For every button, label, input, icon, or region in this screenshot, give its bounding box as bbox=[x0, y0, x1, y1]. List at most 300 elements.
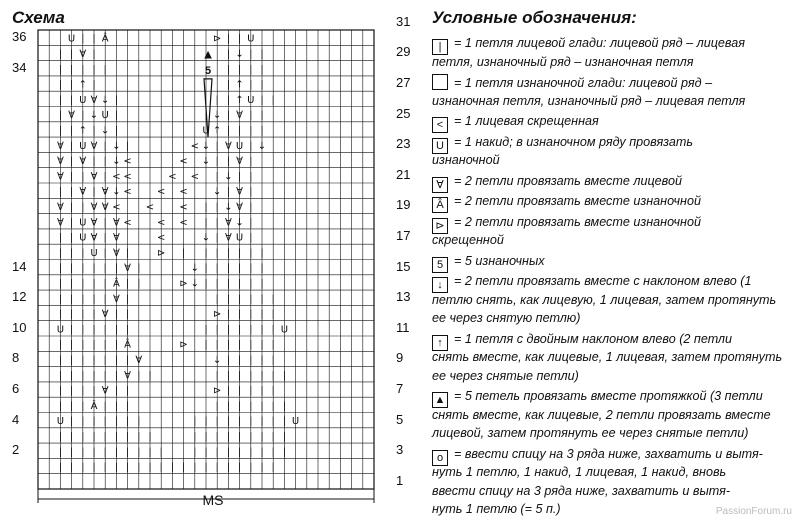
stitch-symbol: | bbox=[81, 416, 85, 428]
stitch-symbol: | bbox=[249, 232, 253, 244]
stitch-symbol: ∀ bbox=[90, 140, 98, 152]
stitch-symbol: | bbox=[260, 263, 264, 275]
stitch-symbol: | bbox=[81, 446, 85, 458]
stitch-symbol: ∀ bbox=[236, 110, 244, 122]
row-number-left: 34 bbox=[12, 59, 27, 75]
stitch-symbol: | bbox=[260, 125, 264, 137]
row-number-right: 1 bbox=[396, 472, 404, 488]
stitch-symbol: | bbox=[92, 79, 96, 91]
row-number-right: 19 bbox=[396, 197, 411, 213]
stitch-symbol: | bbox=[58, 64, 63, 76]
stitch-symbol: | bbox=[81, 309, 85, 321]
stitch-symbol: | bbox=[237, 446, 242, 458]
legend-line: ее через снятые петли) bbox=[432, 368, 579, 383]
stitch-symbol: | bbox=[103, 217, 107, 229]
stitch-symbol: | bbox=[226, 431, 231, 443]
stitch-symbol: < bbox=[190, 171, 199, 183]
stitch-symbol: | bbox=[137, 370, 141, 382]
row-number-right: 27 bbox=[396, 74, 411, 90]
legend-symbol-icon: | bbox=[432, 39, 448, 55]
stitch-symbol: | bbox=[58, 232, 63, 244]
stitch-symbol: ∀ bbox=[224, 140, 232, 152]
stitch-symbol: ⊳ bbox=[157, 247, 166, 259]
stitch-symbol: ∀ bbox=[236, 186, 244, 198]
stitch-symbol: | bbox=[215, 370, 219, 382]
stitch-symbol: | bbox=[271, 446, 275, 458]
stitch-symbol: | bbox=[103, 156, 107, 168]
stitch-symbol: | bbox=[92, 293, 96, 305]
stitch-symbol: < bbox=[157, 186, 166, 198]
stitch-symbol: | bbox=[249, 431, 253, 443]
legend-symbol-icon: o bbox=[432, 450, 448, 466]
stitch-symbol: | bbox=[69, 462, 74, 474]
stitch-symbol: | bbox=[148, 446, 152, 458]
stitch-symbol: ∀ bbox=[112, 247, 120, 259]
stitch-symbol: | bbox=[260, 110, 264, 122]
stitch-symbol: | bbox=[103, 293, 107, 305]
stitch-symbol: < bbox=[190, 140, 199, 152]
legend-line: < = 1 лицевая скрещенная bbox=[432, 113, 599, 133]
stitch-symbol: | bbox=[125, 293, 130, 305]
stitch-symbol: | bbox=[282, 370, 287, 382]
stitch-symbol: ∀ bbox=[224, 232, 232, 244]
stitch-symbol: < bbox=[112, 201, 121, 213]
stitch-symbol: | bbox=[58, 48, 63, 60]
legend-line: петлю снять, как лицевую, 1 лицевая, затем протянуть bbox=[432, 292, 777, 307]
stitch-symbol: | bbox=[58, 400, 63, 412]
stitch-symbol: | bbox=[103, 247, 107, 259]
stitch-symbol: ↓ bbox=[235, 217, 244, 229]
stitch-symbol: | bbox=[226, 33, 231, 45]
legend-symbol-icon: ▲ bbox=[432, 392, 448, 408]
stitch-symbol: | bbox=[204, 201, 208, 213]
stitch-symbol: | bbox=[81, 247, 85, 259]
stitch-symbol: ↓ bbox=[257, 140, 267, 152]
stitch-symbol: ⊳ bbox=[179, 278, 188, 290]
stitch-symbol: < bbox=[123, 217, 132, 229]
stitch-symbol: | bbox=[159, 446, 163, 458]
stitch-symbol: U bbox=[90, 247, 98, 259]
stitch-symbol: | bbox=[137, 431, 141, 443]
stitch-symbol: | bbox=[226, 339, 231, 351]
stitch-symbol: | bbox=[204, 247, 208, 259]
stitch-symbol: | bbox=[69, 201, 74, 213]
stitch-symbol: | bbox=[81, 462, 85, 474]
row-number-right: 21 bbox=[396, 166, 411, 182]
stitch-symbol: | bbox=[226, 462, 231, 474]
stitch-symbol: | bbox=[237, 278, 242, 290]
stitch-symbol: | bbox=[271, 431, 275, 443]
legend-line: o = ввести спицу на 3 ряда ниже, захватить и вытя- bbox=[432, 446, 763, 466]
stitch-symbol: | bbox=[260, 462, 264, 474]
stitch-symbol: | bbox=[282, 446, 287, 458]
stitch-symbol: | bbox=[249, 186, 253, 198]
ms-label: MS bbox=[202, 492, 224, 508]
legend-line: ∀ = 2 петли провязать вместе лицевой bbox=[432, 173, 682, 193]
legend-line: петля, изнаночный ряд – изнаночная петля bbox=[432, 54, 694, 69]
stitch-symbol: | bbox=[69, 431, 74, 443]
stitch-symbol: ↑ bbox=[213, 125, 222, 137]
stitch-symbol: | bbox=[114, 339, 119, 351]
stitch-symbol: | bbox=[271, 324, 275, 336]
stitch-symbol: | bbox=[81, 324, 85, 336]
stitch-symbol: | bbox=[92, 385, 96, 397]
stitch-symbol: | bbox=[114, 263, 119, 275]
row-number-right: 31 bbox=[396, 13, 411, 29]
stitch-symbol: | bbox=[260, 324, 264, 336]
stitch-symbol: | bbox=[81, 64, 85, 76]
stitch-symbol: | bbox=[58, 339, 63, 351]
stitch-symbol: | bbox=[81, 278, 85, 290]
stitch-symbol: ⊳ bbox=[179, 339, 188, 351]
stitch-symbol: | bbox=[148, 370, 152, 382]
stitch-symbol: ∀ bbox=[90, 171, 98, 183]
stitch-symbol: | bbox=[125, 400, 130, 412]
stitch-symbol: ⊳ bbox=[213, 33, 222, 45]
stitch-symbol: | bbox=[237, 324, 242, 336]
stitch-symbol: U bbox=[280, 324, 289, 336]
stitch-symbol: | bbox=[193, 416, 197, 428]
stitch-symbol: | bbox=[81, 293, 85, 305]
stitch-symbol: | bbox=[271, 94, 275, 106]
legend-symbol-icon: < bbox=[432, 117, 448, 133]
stitch-symbol: | bbox=[125, 385, 130, 397]
legend-line: ⊳ = 2 петли провязать вместе изнаночной bbox=[432, 214, 701, 234]
stitch-symbol: | bbox=[249, 462, 253, 474]
stitch-symbol: | bbox=[204, 339, 208, 351]
stitch-symbol: | bbox=[249, 201, 253, 213]
stitch-symbol: | bbox=[249, 247, 253, 259]
stitch-symbol: | bbox=[226, 354, 231, 366]
stitch-symbol: | bbox=[193, 446, 197, 458]
stitch-symbol: | bbox=[125, 324, 130, 336]
stitch-symbol: | bbox=[271, 416, 275, 428]
stitch-symbol: | bbox=[81, 110, 85, 122]
stitch-symbol: | bbox=[125, 354, 130, 366]
stitch-symbol: | bbox=[137, 278, 141, 290]
stitch-symbol: ↓ bbox=[224, 201, 233, 213]
stitch-symbol: ∀ bbox=[68, 110, 76, 122]
stitch-symbol: | bbox=[103, 232, 107, 244]
stitch-symbol: ∀ bbox=[224, 217, 232, 229]
stitch-symbol: ⊳ bbox=[213, 309, 222, 321]
stitch-symbol: ∀ bbox=[124, 263, 132, 275]
stitch-symbol: | bbox=[215, 278, 219, 290]
stitch-symbol: | bbox=[92, 278, 96, 290]
stitch-symbol: | bbox=[114, 94, 119, 106]
stitch-symbol: | bbox=[125, 431, 130, 443]
stitch-symbol: | bbox=[103, 324, 107, 336]
stitch-symbol: | bbox=[260, 431, 264, 443]
stitch-symbol: | bbox=[181, 462, 186, 474]
stitch-symbol: | bbox=[103, 431, 107, 443]
legend-symbol-icon: Â bbox=[432, 197, 448, 213]
stitch-symbol: | bbox=[193, 431, 197, 443]
stitch-symbol: ↓ bbox=[101, 125, 110, 137]
stitch-symbol: | bbox=[215, 140, 219, 152]
stitch-symbol: | bbox=[237, 247, 242, 259]
stitch-symbol: | bbox=[114, 431, 119, 443]
legend-line: 5 = 5 изнаночных bbox=[432, 253, 545, 273]
stitch-symbol: | bbox=[260, 370, 264, 382]
stitch-symbol: ∀ bbox=[90, 94, 98, 106]
stitch-symbol: ∀ bbox=[236, 201, 244, 213]
stitch-symbol: | bbox=[58, 94, 63, 106]
stitch-symbol: | bbox=[260, 400, 264, 412]
stitch-symbol: | bbox=[69, 354, 74, 366]
stitch-symbol: | bbox=[81, 431, 85, 443]
chart-title: Схема bbox=[12, 8, 65, 27]
stitch-symbol: | bbox=[215, 171, 219, 183]
stitch-symbol: < bbox=[179, 217, 188, 229]
stitch-symbol: | bbox=[114, 462, 119, 474]
stitch-symbol: | bbox=[92, 339, 96, 351]
stitch-symbol: | bbox=[249, 156, 253, 168]
stitch-symbol: | bbox=[282, 431, 287, 443]
stitch-symbol: | bbox=[92, 446, 96, 458]
stitch-symbol: Â bbox=[90, 400, 98, 412]
row-number-left: 4 bbox=[12, 411, 20, 427]
stitch-symbol: | bbox=[92, 416, 96, 428]
stitch-symbol: | bbox=[260, 309, 264, 321]
stitch-symbol: ⊳ bbox=[213, 385, 222, 397]
stitch-symbol: | bbox=[69, 416, 74, 428]
legend-line: скрещенной bbox=[432, 233, 504, 247]
stitch-symbol: ↑ bbox=[78, 79, 87, 91]
stitch-symbol: ∀ bbox=[90, 232, 98, 244]
stitch-symbol: | bbox=[226, 186, 231, 198]
stitch-symbol: ∀ bbox=[101, 385, 109, 397]
stitch-symbol: | bbox=[103, 354, 107, 366]
row-number-left: 6 bbox=[12, 380, 20, 396]
row-number-right: 7 bbox=[396, 380, 404, 396]
stitch-symbol: | bbox=[271, 462, 275, 474]
legend-symbol-icon: ⊳ bbox=[432, 218, 448, 234]
stitch-symbol: | bbox=[260, 64, 264, 76]
stitch-symbol: | bbox=[125, 247, 130, 259]
stitch-symbol: | bbox=[103, 462, 107, 474]
stitch-symbol: | bbox=[204, 462, 208, 474]
stitch-symbol: | bbox=[58, 354, 63, 366]
stitch-symbol: | bbox=[103, 416, 107, 428]
stitch-symbol: ∀ bbox=[56, 156, 64, 168]
stitch-symbol: | bbox=[237, 354, 242, 366]
stitch-symbol: | bbox=[103, 446, 107, 458]
stitch-symbol: U bbox=[56, 324, 65, 336]
stitch-symbol: | bbox=[69, 339, 74, 351]
stitch-symbol: | bbox=[81, 339, 85, 351]
stitch-symbol: ↓ bbox=[112, 140, 121, 152]
legend-line: ↓ = 2 петли провязать вместе с наклоном влево (1 bbox=[432, 273, 751, 293]
stitch-symbol: | bbox=[260, 339, 264, 351]
stitch-symbol: | bbox=[92, 64, 96, 76]
stitch-symbol: | bbox=[69, 171, 74, 183]
stitch-symbol: | bbox=[69, 217, 74, 229]
slip5-symbol: ▲ bbox=[201, 46, 215, 62]
stitch-symbol: < bbox=[179, 156, 188, 168]
stitch-symbol: ∀ bbox=[79, 156, 87, 168]
stitch-symbol: ∀ bbox=[56, 217, 64, 229]
stitch-symbol: | bbox=[226, 79, 231, 91]
stitch-symbol: | bbox=[58, 263, 63, 275]
stitch-symbol: | bbox=[81, 370, 85, 382]
stitch-symbol: | bbox=[58, 446, 63, 458]
stitch-symbol: | bbox=[226, 278, 231, 290]
stitch-symbol: | bbox=[249, 309, 253, 321]
stitch-symbol: | bbox=[58, 110, 63, 122]
stitch-symbol: | bbox=[92, 370, 96, 382]
stitch-symbol: | bbox=[69, 79, 74, 91]
stitch-symbol: | bbox=[249, 446, 253, 458]
stitch-symbol: | bbox=[226, 309, 231, 321]
stitch-symbol: | bbox=[114, 125, 119, 137]
stitch-symbol: | bbox=[148, 431, 152, 443]
stitch-symbol: | bbox=[114, 354, 119, 366]
stitch-symbol: U bbox=[247, 94, 255, 106]
legend-line: нуть 1 петлю, 1 накид, 1 лицевая, 1 накид, вновь bbox=[432, 465, 727, 479]
stitch-symbol: | bbox=[260, 48, 264, 60]
stitch-symbol: < bbox=[179, 186, 188, 198]
row-number-right: 11 bbox=[396, 319, 410, 335]
stitch-symbol: | bbox=[81, 263, 85, 275]
stitch-symbol: | bbox=[237, 263, 242, 275]
legend-line: ↑ = 1 петля с двойным наклоном влево (2 петли bbox=[432, 331, 732, 351]
legend-line: снять вместе, как лицевые, 1 лицевая, затем протянуть bbox=[432, 350, 783, 364]
stitch-symbol: | bbox=[58, 186, 63, 198]
stitch-symbol: | bbox=[271, 293, 275, 305]
stitch-symbol: | bbox=[69, 324, 74, 336]
stitch-symbol: ↓ bbox=[89, 110, 99, 122]
row-number-right: 3 bbox=[396, 442, 404, 458]
stitch-symbol: | bbox=[69, 263, 74, 275]
row-number-right: 17 bbox=[396, 227, 411, 243]
stitch-symbol: | bbox=[237, 309, 242, 321]
stitch-symbol: | bbox=[249, 110, 253, 122]
stitch-symbol: | bbox=[148, 462, 152, 474]
stitch-symbol: | bbox=[114, 110, 119, 122]
stitch-symbol: ∀ bbox=[90, 217, 98, 229]
stitch-symbol: | bbox=[92, 33, 96, 45]
stitch-symbol: | bbox=[92, 431, 96, 443]
stitch-symbol: | bbox=[226, 416, 231, 428]
legend-symbol-icon: ∀ bbox=[432, 177, 448, 193]
stitch-symbol: | bbox=[114, 446, 119, 458]
stitch-symbol: | bbox=[249, 171, 253, 183]
stitch-symbol: ∀ bbox=[101, 186, 109, 198]
stitch-symbol: | bbox=[282, 416, 287, 428]
stitch-symbol: | bbox=[271, 385, 275, 397]
stitch-symbol: | bbox=[260, 278, 264, 290]
stitch-symbol: | bbox=[271, 400, 275, 412]
stitch-symbol: | bbox=[249, 339, 253, 351]
stitch-symbol: | bbox=[81, 385, 85, 397]
stitch-symbol: | bbox=[204, 324, 208, 336]
stitch-symbol: ∀ bbox=[124, 370, 132, 382]
stitch-symbol: ↓ bbox=[101, 94, 110, 106]
legend-line: U = 1 накид; в изнаночном ряду провязать bbox=[432, 134, 693, 154]
stitch-symbol: | bbox=[260, 385, 264, 397]
stitch-symbol: | bbox=[103, 339, 107, 351]
center-number: 5 bbox=[204, 64, 212, 77]
stitch-symbol: | bbox=[271, 370, 275, 382]
stitch-symbol: ∀ bbox=[112, 232, 120, 244]
stitch-symbol: | bbox=[81, 171, 85, 183]
stitch-symbol: ↓ bbox=[213, 186, 222, 198]
row-number-left: 8 bbox=[12, 350, 20, 366]
stitch-symbol: U bbox=[67, 33, 76, 45]
stitch-symbol: U bbox=[202, 125, 210, 137]
stitch-symbol: | bbox=[215, 94, 219, 106]
stitch-symbol: | bbox=[226, 125, 231, 137]
stitch-symbol: | bbox=[249, 370, 253, 382]
row-number-right: 15 bbox=[396, 258, 411, 274]
stitch-symbol: ↓ bbox=[112, 156, 121, 168]
stitch-symbol: < bbox=[145, 201, 155, 213]
stitch-symbol: | bbox=[249, 263, 253, 275]
stitch-symbol: | bbox=[103, 400, 107, 412]
stitch-symbol: | bbox=[237, 339, 242, 351]
stitch-symbol: | bbox=[114, 400, 119, 412]
stitch-symbol: | bbox=[58, 278, 63, 290]
stitch-symbol: | bbox=[103, 370, 107, 382]
stitch-symbol: ↓ bbox=[213, 110, 222, 122]
row-number-right: 13 bbox=[396, 289, 411, 305]
stitch-symbol: | bbox=[249, 324, 253, 336]
stitch-symbol: | bbox=[103, 278, 107, 290]
stitch-symbol: | bbox=[114, 385, 119, 397]
stitch-symbol: | bbox=[271, 354, 275, 366]
stitch-symbol: | bbox=[249, 354, 253, 366]
stitch-symbol: ↓ bbox=[190, 263, 199, 275]
stitch-symbol: | bbox=[215, 400, 219, 412]
legend-line: ввести спицу на 3 ряда ниже, захватить и вытя- bbox=[432, 483, 731, 498]
row-number-left: 36 bbox=[12, 29, 27, 44]
stitch-symbol: ↓ bbox=[213, 354, 222, 366]
stitch-symbol: | bbox=[114, 309, 119, 321]
stitch-symbol: U bbox=[101, 110, 109, 122]
stitch-symbol: ∀ bbox=[79, 48, 87, 60]
stitch-symbol: | bbox=[69, 94, 74, 106]
stitch-symbol: | bbox=[226, 263, 231, 275]
stitch-symbol: | bbox=[249, 48, 253, 60]
legend-line: ее через снятую петлю) bbox=[432, 311, 581, 325]
stitch-symbol: | bbox=[215, 232, 219, 244]
stitch-symbol: < bbox=[123, 156, 132, 168]
stitch-symbol: | bbox=[92, 48, 96, 60]
stitch-symbol: | bbox=[92, 263, 96, 275]
stitch-symbol: | bbox=[215, 247, 219, 259]
stitch-symbol: | bbox=[92, 309, 96, 321]
row-number-right: 29 bbox=[396, 44, 411, 60]
stitch-symbol: | bbox=[237, 64, 242, 76]
stitch-symbol: ↑ bbox=[78, 125, 87, 137]
stitch-symbol: | bbox=[260, 247, 264, 259]
stitch-symbol: | bbox=[215, 293, 219, 305]
stitch-symbol: ∀ bbox=[101, 201, 109, 213]
stitch-symbol: | bbox=[237, 416, 242, 428]
stitch-symbol: | bbox=[92, 354, 96, 366]
stitch-symbol: | bbox=[114, 416, 119, 428]
stitch-symbol: | bbox=[226, 385, 231, 397]
stitch-symbol: ∀ bbox=[236, 156, 244, 168]
legend-title: Условные обозначения: bbox=[432, 8, 637, 27]
stitch-symbol: | bbox=[69, 278, 74, 290]
legend-line: нуть 1 петлю (= 5 п.) bbox=[432, 502, 561, 516]
stitch-symbol: | bbox=[215, 416, 219, 428]
stitch-symbol: | bbox=[137, 263, 141, 275]
stitch-symbol: | bbox=[114, 324, 119, 336]
stitch-symbol: ↓ bbox=[112, 186, 121, 198]
